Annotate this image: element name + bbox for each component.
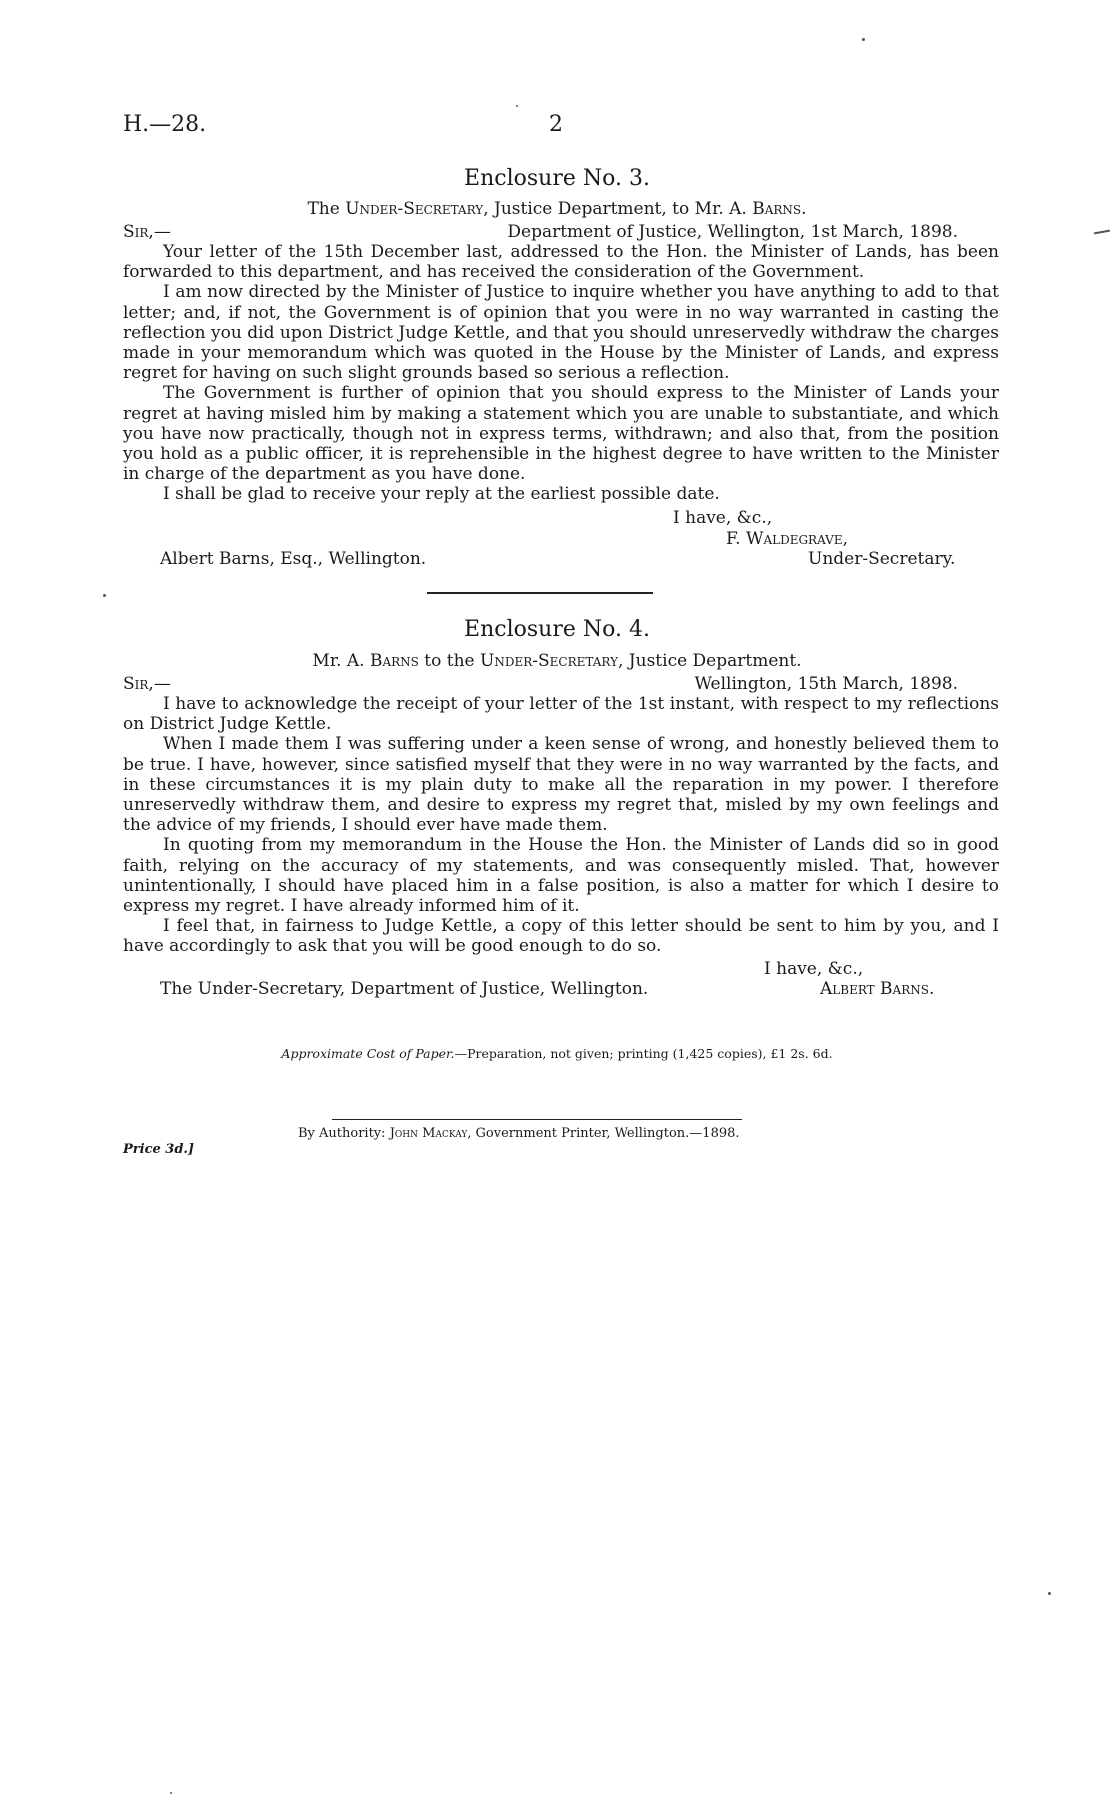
enclosure-4-paragraph: In quoting from my memorandum in the House the Hon. the Minister of Lands did so in good faith, relying on the accuracy of my statements, and was consequently misled. That, however unintentionally, I should have placed him in a false position, is also a matter for which I desire to express my regret. I have already informed him of it. [123,835,999,917]
enclosure-4-paragraph: I feel that, in fairness to Judge Kettle, a copy of this letter should be sent to him by you, and I have accordingly to ask that you will be good enough to do so. [123,916,999,957]
enclosure-4-addressee: The Under-Secretary, Department of Justice, Wellington. [160,979,649,999]
document-reference: H.—28. [123,112,207,137]
printer-imprint: By Authority: John Mackay, Government Printer, Wellington.—1898. [298,1126,740,1141]
enclosure-3-salutation: Sir,— [123,222,171,242]
cost-note: Approximate Cost of Paper.—Preparation, not given; printing (1,425 copies), £1 2s. 6d. [281,1046,833,1061]
enclosure-4-route: Mr. A. Barns to the Under-Secretary, Justice Department. [312,651,802,671]
scan-speck [516,105,518,107]
enclosure-3-body [123,242,999,505]
enclosure-3-signature-title: Under-Secretary. [808,549,956,569]
footer-rule [332,1119,742,1120]
enclosure-3-title: Enclosure No. 3. [464,166,650,191]
scan-speck [170,1792,172,1794]
enclosure-3-addressee: Albert Barns, Esq., Wellington. [160,549,427,569]
enclosure-3-paragraph: I am now directed by the Minister of Justice to inquire whether you have anything to add to that letter; and, if not, the Government is of opinion that you were in no way warranted in casting the reflection you did upon District Judge Kettle, and that you should unreservedly withdraw the charges made in your memorandum which was quoted in the House by the Minister of Lands, and express regret for having on such slight grounds based so serious a reflection. [123,282,999,384]
enclosure-3-paragraph: Your letter of the 15th December last, addressed to the Hon. the Minister of Lands, has been forwarded to this department, and has received the consideration of the Government. [123,242,999,283]
enclosure-4-salutation: Sir,— [123,674,171,694]
scan-speck [103,594,106,597]
enclosure-4-paragraph: I have to acknowledge the receipt of your letter of the 1st instant, with respect to my reflections on District Judge Kettle. [123,694,999,735]
enclosure-3-closing: I have, &c., [673,508,773,528]
enclosure-4-body [123,694,999,957]
enclosure-4-paragraph: When I made them I was suffering under a keen sense of wrong, and honestly believed them to be true. I have, however, since satisfied myself that they were in no way warranted by the facts, and in these circumstances it is my plain duty to make all the reparation in my power. I therefore unreservedly withdraw them, and desire to express my regret that, misled by my own feelings and the advice of my friends, I should ever have made them. [123,734,999,836]
enclosure-4-closing: I have, &c., [764,959,864,979]
section-divider [427,592,653,594]
enclosure-3-route: The Under-Secretary, Justice Department, to Mr. A. Barns. [307,199,807,219]
enclosure-3-dateline: Department of Justice, Wellington, 1st March, 1898. [507,222,958,242]
enclosure-3-signature: F. Waldegrave, [726,529,848,549]
enclosure-4-dateline: Wellington, 15th March, 1898. [694,674,958,694]
scan-mark [1094,230,1110,235]
price-note: Price 3d.] [123,1142,195,1157]
enclosure-3-paragraph: I shall be glad to receive your reply at the earliest possible date. [163,484,720,505]
enclosure-4-signature: Albert Barns. [820,979,935,999]
enclosure-3-paragraph: The Government is further of opinion that you should express to the Minister of Lands your regret at having misled him by making a statement which you are unable to substantiate, and which you have now practically, though not in express terms, withdrawn; and also that, from the position you hold as a public officer, it is reprehensible in the highest degree to have written to the Minister in charge of the department as you have done. [123,383,999,485]
enclosure-4-title: Enclosure No. 4. [464,617,650,642]
page-number: 2 [549,112,563,137]
scan-speck [1048,1592,1051,1595]
scan-speck [862,38,865,41]
